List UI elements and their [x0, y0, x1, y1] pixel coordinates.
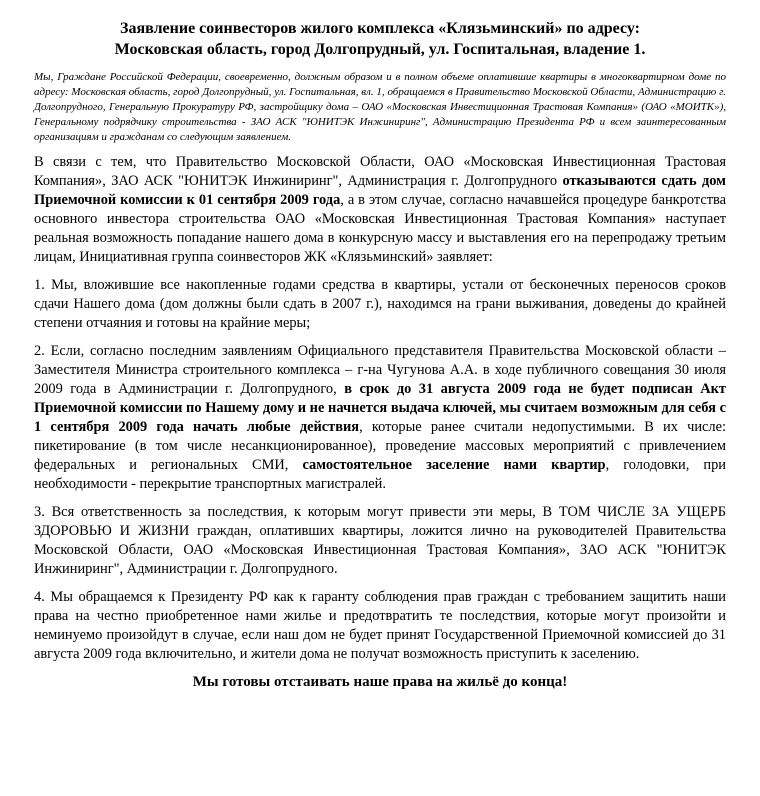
paragraph-3: 3. Вся ответственность за последствия, к которым могут привести эти меры, В ТОМ ЧИСЛЕ ЗА УЩЕРБ ЗДОРОВЬЮ И ЖИЗНИ граждан, оплативших квартиры, ложится лично на руководителей Правительства Московской Области, ОАО «Московская Инвестиционная Трастовая Компания», ЗАО АСК "ЮНИТЭК Инжиниринг", Администрации г. Долгопрудного.	[34, 504, 726, 577]
paragraph-0-bold: отказываются сдать дом Приемочной комиссии к 01 сентября 2009 года	[34, 173, 726, 208]
title-line-1: Заявление соинвесторов жилого комплекса «Клязьминский» по адресу:	[120, 20, 640, 37]
paragraph-2-text-c: , которые ранее считали недопустимыми. В их числе: пикетирование (в том числе несанкционированное), проведение массовых мероприятий с привлечением федеральных и региональных СМИ,	[34, 419, 726, 473]
paragraph-2-bold-selfsettle: самостоятельное заселение нами квартир	[302, 457, 606, 473]
paragraph-0	[34, 153, 726, 267]
paragraph-2	[34, 342, 726, 494]
paragraph-1: 1. Мы, вложившие все накопленные годами средства в квартиры, устали от бесконечных переносов сроков сдачи Нашего дома (дом должны были сдать в 2007 г.), находимся на грани выживания, доведены до крайней степени отчаяния и готовы на крайние меры;	[34, 277, 726, 331]
intro-paragraph: Мы, Граждане Российской Федерации, своевременно, должным образом и в полном объеме оплатившие квартиры в многоквартирном доме по адресу: Московская область, город Долгопрудный, ул. Госпитальная, вл. 1, обращаемся в Правительство Московской Области, Администрацию г. Долгопрудного, Генеральную Прокуратуру РФ, застройщику дома – ОАО «Московская Инвестиционная Трастовая Компания» (ОАО «МОИТК»), Генеральному подрядчику строительства - ЗАО АСК "ЮНИТЭК Инжиниринг", Администрацию Президента РФ и всем заинтересованным организациям и гражданам со следующим заявлением.	[34, 71, 726, 143]
paragraph-4: 4. Мы обращаемся к Президенту РФ как к гаранту соблюдения прав граждан с требованием защитить наши права на честно приобретенное нами жилье и предотвратить те последствия, которые могут произойти и неминуемо произойдут в случае, если наш дом не будет принят Государственной Приемочной комиссией до 31 августа 2009 года включительно, и жители дома не получат возможность приступить к заселению.	[34, 589, 726, 662]
document-title	[34, 18, 726, 60]
paragraph-0-text-c: , а в этом случае, согласно начавшейся процедуре банкротства основного инвестора строительства ОАО «Московская Инвестиционная Трастовая Компания» наступает реальная возможность попадание нашего дома в конкурсную массу и выставления его на перепродажу третьим лицам, Инициативная группа соинвесторов ЖК «Клязьминский» заявляет:	[34, 192, 726, 265]
closing-statement: Мы готовы отстаивать наше права на жильё до конца!	[192, 674, 568, 690]
paragraph-2-text-e: , голодовки, при необходимости - перекрытие транспортных магистралей.	[34, 457, 726, 492]
title-line-2: Московская область, город Долгопрудный, ул. Госпитальная, владение 1.	[114, 41, 646, 58]
paragraph-2-text-a: 2. Если, согласно последним заявлениям Официального представителя Правительства Московской области – Заместителя Министра строительного комплекса – г-на Чугунова А.А. в ходе публичного совещания 30 июля 2009 года в Администрации г. Долгопрудного,	[34, 343, 726, 397]
paragraph-2-bold-deadline: в срок до 31 августа 2009 года не будет подписан Акт Приемочной комиссии по Нашему дому и не начнется выдача ключей, мы считаем возможным для себя с 1 сентября 2009 года начать любые действия	[34, 381, 726, 435]
paragraph-0-text-a: В связи с тем, что Правительство Московской Области, ОАО «Московская Инвестиционная Трастовая Компания», ЗАО АСК "ЮНИТЭК Инжиниринг", Администрация г. Долгопрудного	[34, 154, 726, 189]
